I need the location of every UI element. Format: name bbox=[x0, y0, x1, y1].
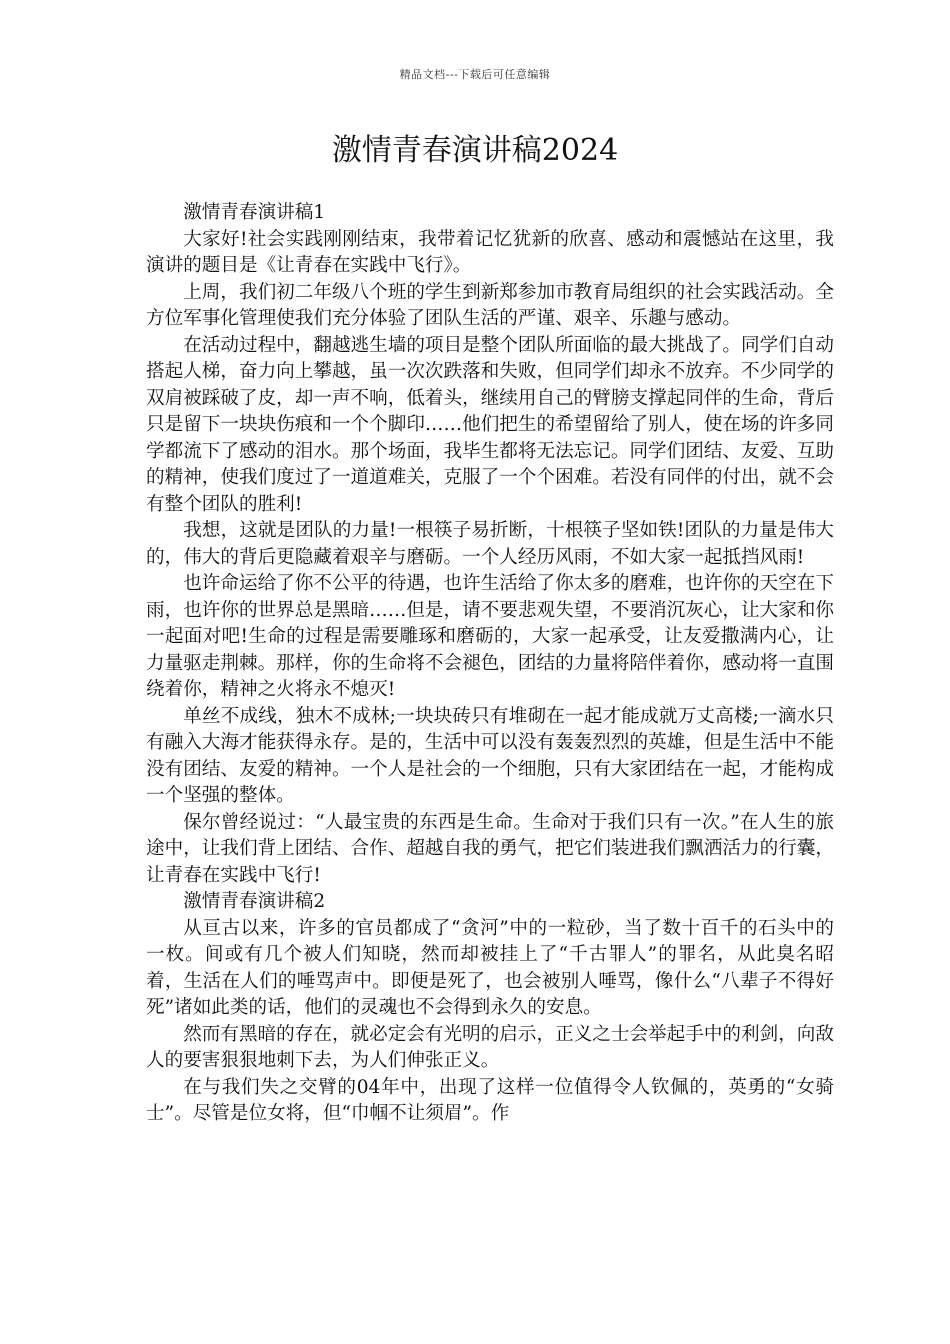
paragraph: 也许命运给了你不公平的待遇，也许生活给了你太多的磨难，也许你的天空在下雨，也许你的世界总是黑暗……但是，请不要悲观失望，不要消沉灰心，让大家和你一起面对吧!生命的过程是需要雕琢和磨砺的，大家一起承受，让友爱撒满内心，让力量驱走荆棘。那样，你的生命将不会褪色，团结的力量将陪伴着你，感动将一直围绕着你，精神之火将永不熄灭! bbox=[146, 573, 834, 700]
section-heading: 激情青春演讲稿2 bbox=[183, 891, 326, 912]
section-heading: 激情青春演讲稿1 bbox=[183, 202, 326, 223]
paragraph: 上周，我们初二年级八个班的学生到新郑参加市教育局组织的社会实践活动。全方位军事化管理使我们充分体验了团队生活的严谨、艰辛、乐趣与感动。 bbox=[146, 281, 834, 329]
paragraph: 在活动过程中，翻越逃生墙的项目是整个团队所面临的最大挑战了。同学们自动搭起人梯，奋力向上攀越，虽一次次跌落和失败，但同学们却永不放弃。不少同学的双肩被踩破了皮，却一声不响，低着头，继续用自己的臂膀支撑起同伴的生命，背后只是留下一块块伤痕和一个个脚印……他们把生的希望留给了别人，使在场的许多同学都流下了感动的泪水。那个场面，我毕生都将无法忘记。同学们团结、友爱、互助的精神，使我们度过了一道道难关，克服了一个个困难。若没有同伴的付出，就不会有整个团队的胜利! bbox=[146, 334, 834, 515]
document-title: 激情青春演讲稿2024 bbox=[331, 133, 619, 168]
page-header-note: 精品文档---下载后可任意编辑 bbox=[399, 68, 551, 81]
paragraph: 在与我们失之交臂的04年中，出现了这样一位值得令人钦佩的，英勇的“女骑士”。尽管是位女将，但“巾帼不让须眉”。作 bbox=[146, 1076, 834, 1124]
paragraph: 从亘古以来，许多的官员都成了“贪河”中的一粒砂，当了数十百千的石头中的一枚。间或有几个被人们知晓，然而却被挂上了“千古罪人”的罪名，从此臭名昭着，生活在人们的唾骂声中。即便是死了，也会被别人唾骂，像什么“八辈子不得好死”诸如此类的话，他们的灵魂也不会得到永久的安息。 bbox=[146, 917, 834, 1018]
paragraph: 单丝不成线，独木不成林;一块块砖只有堆砌在一起才能成就万丈高楼;一滴水只有融入大海才能获得永存。是的，生活中可以没有轰轰烈烈的英雄，但是生活中不能没有团结、友爱的精神。一个人是社会的一个细胞，只有大家团结在一起，才能构成一个坚强的整体。 bbox=[146, 705, 834, 806]
paragraph: 大家好!社会实践刚刚结束，我带着记忆犹新的欣喜、感动和震憾站在这里，我演讲的题目是《让青春在实践中飞行》。 bbox=[146, 228, 834, 276]
paragraph: 我想，这就是团队的力量!一根筷子易折断，十根筷子坚如铁!团队的力量是伟大的，伟大的背后更隐藏着艰辛与磨砺。一个人经历风雨，不如大家一起抵挡风雨! bbox=[146, 520, 834, 568]
document-body bbox=[146, 200, 834, 1128]
paragraph: 保尔曾经说过：“人最宝贵的东西是生命。生命对于我们只有一次。”在人生的旅途中，让我们背上团结、合作、超越自我的勇气，把它们装进我们飘洒活力的行囊，让青春在实践中飞行! bbox=[146, 811, 834, 886]
paragraph: 然而有黑暗的存在，就必定会有光明的启示，正义之士会举起手中的利剑，向敌人的要害狠狠地刺下去，为人们伸张正义。 bbox=[146, 1023, 834, 1071]
